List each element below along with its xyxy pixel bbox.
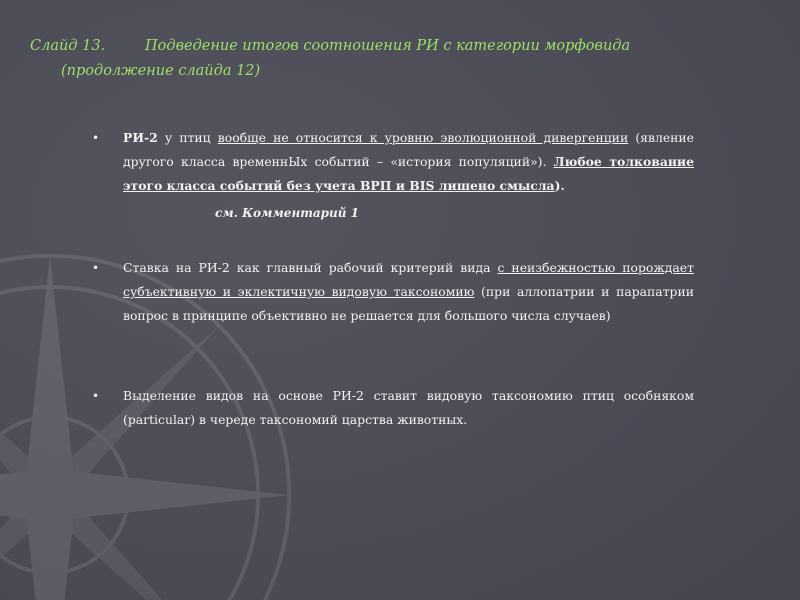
bullet-text: у птиц [157, 130, 218, 145]
bullet-dot-icon: • [92, 389, 100, 403]
slide-heading: Подведение итогов соотношения РИ с категории морфовида [145, 38, 631, 54]
bullet-list [90, 126, 694, 444]
bullet-text: (при аллопатрии и парапатрии вопрос в принципе объективно не решается для большого числа случаев) [123, 284, 694, 323]
bullet-text: РИ-2 [123, 130, 158, 145]
bullet-text: Ставка на РИ-2 как главный рабочий критерий вида [123, 260, 498, 275]
bullet-text-underlined: вообще не относится к уровню эволюционной дивергенции [217, 130, 629, 145]
slide-title [30, 34, 730, 84]
bullet-item [90, 126, 694, 256]
bullet-text: (явление другого класса временнЫх событий – «история популяций»). [123, 130, 694, 169]
bullet-text: ). [554, 178, 565, 193]
comment-reference: см. Комментарий 1 [215, 206, 360, 220]
slide-heading-continuation: (продолжение слайда 12) [61, 63, 261, 79]
bullet-item [90, 384, 694, 444]
bullet-dot-icon: • [92, 131, 100, 145]
bullet-item [90, 256, 694, 384]
bullet-text-emphasis: Любое толкование этого класса событий без учета ВРП и BIS лишено смысла [123, 154, 694, 193]
bullet-text: Выделение видов на основе РИ-2 ставит видовую таксономию птиц особняком (particular) в череде таксономий царства животных. [123, 388, 694, 427]
bullet-text-underlined: с неизбежностью порождает субъективную и эклектичную видовую таксономию [123, 260, 694, 299]
bullet-dot-icon: • [92, 261, 100, 275]
slide-number: Слайд 13. [30, 38, 106, 54]
